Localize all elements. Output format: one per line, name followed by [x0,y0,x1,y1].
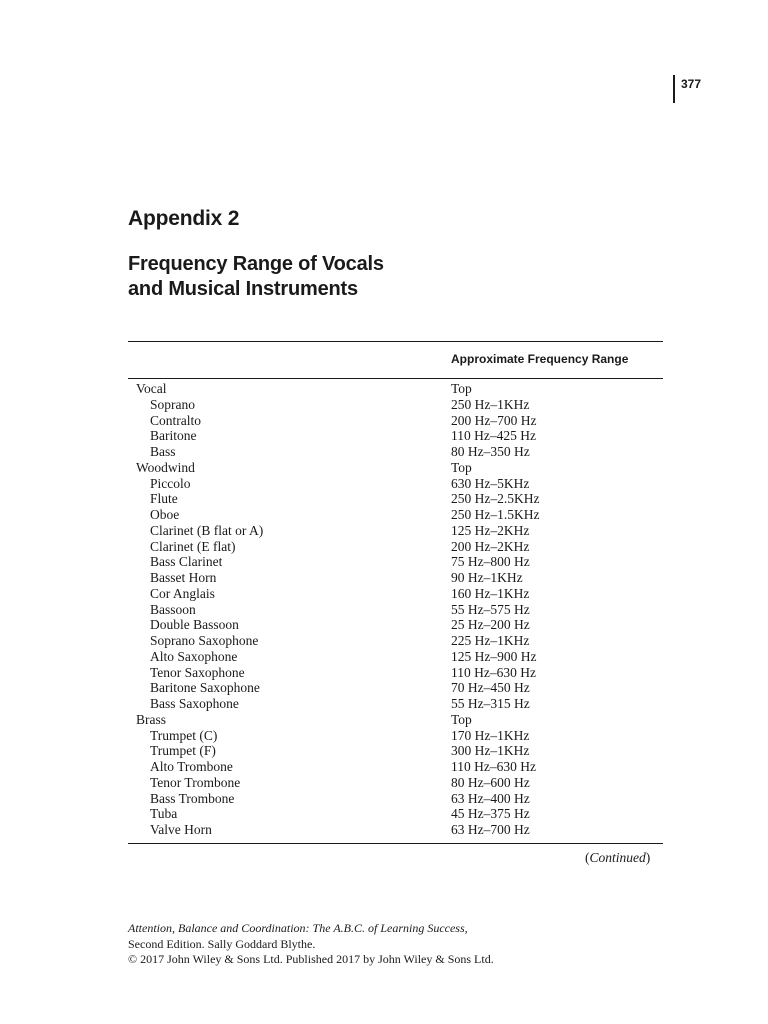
table-row [128,696,663,712]
instrument-name: Double Bassoon [150,617,239,633]
table-row [128,633,663,649]
instrument-name: Cor Anglais [150,585,215,601]
instrument-name: Basset Horn [150,570,217,585]
instrument-name: Baritone Saxophone [150,680,260,696]
continued-label: Continued [589,850,646,865]
frequency-range: 125 Hz–900 Hz [451,648,537,664]
frequency-range: 170 Hz–1KHz [451,727,530,743]
page-number-rule [673,75,675,103]
table-row [128,413,663,429]
frequency-range: Top [451,459,472,475]
table-row [128,570,663,586]
table-top-rule [128,341,663,342]
table-row [128,428,663,444]
table-row [128,743,663,759]
frequency-range: 200 Hz–2KHz [451,538,530,554]
instrument-name: Bass Saxophone [150,696,239,711]
instrument-name: Oboe [150,507,180,522]
table-row [128,602,663,618]
instrument-name: Clarinet (E flat) [150,538,236,554]
table-bottom-rule [128,843,663,844]
frequency-range: 90 Hz–1KHz [451,570,523,585]
table-row [128,775,663,791]
frequency-range: 110 Hz–630 Hz [451,759,536,774]
instrument-name: Flute [150,491,178,507]
page-number: 377 [681,77,702,91]
instrument-name: Piccolo [150,475,191,491]
frequency-range: 55 Hz–575 Hz [451,601,530,617]
instrument-name: Trumpet (C) [150,727,218,743]
table-row [128,759,663,775]
frequency-range: Top [451,381,472,396]
frequency-range: 80 Hz–600 Hz [451,774,530,790]
instrument-name: Soprano Saxophone [150,633,259,648]
instrument-name: Valve Horn [150,822,212,837]
frequency-range: 80 Hz–350 Hz [451,444,530,459]
chapter-title-line-1: Frequency Range of Vocals [128,253,384,275]
instrument-name: Bass Trombone [150,790,235,806]
table-row [128,649,663,665]
table-row [128,728,663,744]
table-row [128,586,663,602]
frequency-range: 125 Hz–2KHz [451,522,530,538]
instrument-name: Trumpet (F) [150,743,216,759]
table-row [128,822,663,838]
chapter-title [128,252,384,302]
frequency-range: 160 Hz–1KHz [451,585,530,601]
instrument-name: Tenor Saxophone [150,664,245,680]
footer-copyright: © 2017 John Wiley & Sons Ltd. Published 2017 by John Wiley & Sons Ltd. [128,952,494,966]
instrument-name: Tenor Trombone [150,774,241,790]
instrument-name: Soprano [150,396,195,412]
frequency-range: Top [451,711,472,727]
frequency-range: 70 Hz–450 Hz [451,680,530,696]
appendix-label: Appendix 2 [128,207,240,230]
instrument-name: Contralto [150,412,201,428]
table-row [128,523,663,539]
table-row [128,806,663,822]
frequency-range: 63 Hz–700 Hz [451,822,530,837]
table-row [128,554,663,570]
frequency-range: 250 Hz–1.5KHz [451,507,540,522]
frequency-range: 45 Hz–375 Hz [451,806,530,822]
table-group-row [128,460,663,476]
table-row [128,680,663,696]
group-name: Brass [136,711,166,727]
frequency-range: 200 Hz–700 Hz [451,412,537,428]
instrument-name: Alto Saxophone [150,648,238,664]
frequency-range: 110 Hz–630 Hz [451,664,536,680]
table-row [128,507,663,523]
frequency-range: 110 Hz–425 Hz [451,428,536,444]
table-row [128,397,663,413]
instrument-name: Bass Clarinet [150,554,223,570]
table-column-header: Approximate Frequency Range [451,352,629,366]
table-header-rule [128,378,663,379]
frequency-range: 300 Hz–1KHz [451,743,530,759]
table-row [128,791,663,807]
table-row [128,539,663,555]
frequency-range: 225 Hz–1KHz [451,633,530,648]
instrument-name: Bassoon [150,601,196,617]
group-name: Vocal [136,381,167,396]
frequency-range: 63 Hz–400 Hz [451,790,530,806]
frequency-range: 250 Hz–1KHz [451,396,530,412]
instrument-name: Alto Trombone [150,759,233,774]
frequency-table [128,381,663,838]
table-group-row [128,381,663,397]
instrument-name: Tuba [150,806,178,822]
frequency-range: 630 Hz–5KHz [451,475,530,491]
table-row [128,444,663,460]
citation-footer [128,921,494,968]
table-group-row [128,712,663,728]
instrument-name: Baritone [150,428,197,444]
instrument-name: Clarinet (B flat or A) [150,522,264,538]
continued-note: (Continued) [585,850,651,865]
table-row [128,617,663,633]
frequency-range: 55 Hz–315 Hz [451,696,530,711]
chapter-title-line-2: and Musical Instruments [128,278,358,300]
table-row [128,665,663,681]
frequency-range: 250 Hz–2.5KHz [451,491,540,507]
frequency-range: 25 Hz–200 Hz [451,617,530,633]
frequency-range: 75 Hz–800 Hz [451,554,530,570]
group-name: Woodwind [136,459,195,475]
table-row [128,476,663,492]
footer-edition: Second Edition. Sally Goddard Blythe. [128,936,316,951]
table-row [128,491,663,507]
footer-book-title: Attention, Balance and Coordination: The A.B.C. of Learning Success, [128,921,468,935]
instrument-name: Bass [150,444,176,459]
